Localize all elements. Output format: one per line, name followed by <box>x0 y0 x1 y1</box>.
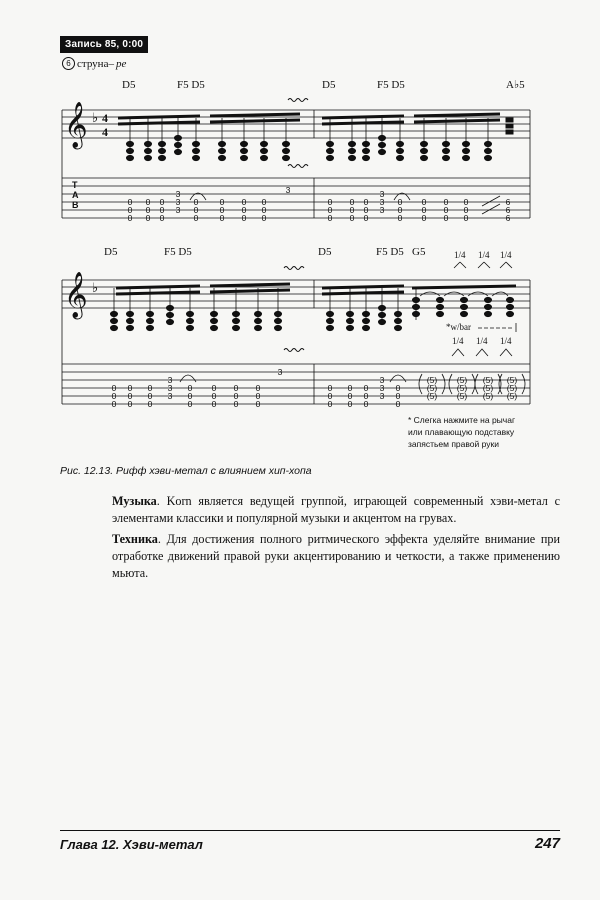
svg-text:0: 0 <box>261 205 267 215</box>
svg-text:(5): (5) <box>456 383 468 393</box>
svg-text:0: 0 <box>211 383 217 393</box>
svg-text:0: 0 <box>233 383 239 393</box>
svg-text:(5): (5) <box>506 383 518 393</box>
treble-clef-icon <box>64 102 88 320</box>
svg-text:0: 0 <box>363 391 369 401</box>
svg-text:0: 0 <box>463 197 469 207</box>
svg-text:(5): (5) <box>426 375 438 385</box>
svg-text:0: 0 <box>349 213 355 223</box>
tab-numbers-system-1 <box>128 185 511 223</box>
svg-text:0: 0 <box>159 213 165 223</box>
svg-text:B: B <box>72 200 79 210</box>
svg-text:(5): (5) <box>426 383 438 393</box>
svg-text:0: 0 <box>111 383 117 393</box>
paragraph-text: . Korn является ведущей группой, играющей современный хэви-метал с элементами классики и популярной музыки и акцентом на грувах. <box>112 494 560 525</box>
chord-name: F5 D5 <box>177 79 205 91</box>
svg-text:0: 0 <box>127 391 133 401</box>
svg-text:0: 0 <box>261 213 267 223</box>
svg-text:0: 0 <box>327 383 333 393</box>
chord-name: F5 D5 <box>377 79 405 91</box>
svg-text:0: 0 <box>463 213 469 223</box>
bend-labels-tab <box>452 336 512 346</box>
svg-text:0: 0 <box>363 213 369 223</box>
paragraph-text: . Для достижения полного ритмического эффекта уделяйте внимание при отработке движений правой руки акцентированию и четкости, а также применению мьюта. <box>112 532 560 580</box>
svg-text:0: 0 <box>395 383 401 393</box>
svg-text:0: 0 <box>127 197 133 207</box>
svg-text:0: 0 <box>363 205 369 215</box>
svg-text:3: 3 <box>167 383 173 393</box>
chord-name: A♭5 <box>506 79 525 91</box>
svg-text:0: 0 <box>395 391 401 401</box>
svg-text:0: 0 <box>241 205 247 215</box>
svg-text:0: 0 <box>443 205 449 215</box>
svg-text:0: 0 <box>111 391 117 401</box>
svg-text:4: 4 <box>102 125 108 139</box>
tab-fret-6 <box>506 197 511 223</box>
svg-text:0: 0 <box>349 205 355 215</box>
svg-text:0: 0 <box>193 205 199 215</box>
svg-text:0: 0 <box>211 391 217 401</box>
bend-label: 1/4 <box>454 250 466 260</box>
svg-text:0: 0 <box>347 391 353 401</box>
footer-divider <box>60 830 560 831</box>
svg-text:0: 0 <box>111 399 117 409</box>
bend-label: 1/4 <box>500 250 512 260</box>
svg-text:3: 3 <box>379 189 385 199</box>
svg-text:0: 0 <box>219 205 225 215</box>
svg-text:3: 3 <box>175 205 181 215</box>
notes-system-2 <box>111 262 517 331</box>
svg-text:0: 0 <box>219 197 225 207</box>
svg-text:0: 0 <box>127 213 133 223</box>
svg-text:0: 0 <box>147 399 153 409</box>
svg-text:A: A <box>72 190 79 200</box>
svg-text:1/4: 1/4 <box>452 336 464 346</box>
svg-text:1/4: 1/4 <box>500 336 512 346</box>
key-signature-flat-icon <box>92 111 98 296</box>
svg-text:𝄞: 𝄞 <box>64 272 88 318</box>
svg-text:0: 0 <box>421 213 427 223</box>
tab-clef <box>72 180 79 210</box>
svg-text:0: 0 <box>233 399 239 409</box>
chord-name: F5 D5 <box>164 246 192 258</box>
svg-text:(5): (5) <box>506 391 518 401</box>
footer-chapter-title: Глава 12. Хэви-метал <box>60 837 203 852</box>
svg-text:0: 0 <box>145 205 151 215</box>
svg-text:0: 0 <box>463 205 469 215</box>
svg-text:3: 3 <box>277 367 283 377</box>
svg-text:(5): (5) <box>456 391 468 401</box>
bend-label: 1/4 <box>478 250 490 260</box>
paragraph-music <box>112 493 560 527</box>
chord-name: G5 <box>412 246 426 258</box>
svg-text:0: 0 <box>327 213 333 223</box>
svg-text:(5): (5) <box>482 391 494 401</box>
svg-text:0: 0 <box>159 205 165 215</box>
svg-text:0: 0 <box>327 197 333 207</box>
svg-text:0: 0 <box>147 391 153 401</box>
svg-text:3: 3 <box>167 391 173 401</box>
svg-text:0: 0 <box>349 197 355 207</box>
svg-text:6: 6 <box>505 197 511 207</box>
page-number: 247 <box>534 835 560 852</box>
svg-text:0: 0 <box>363 197 369 207</box>
svg-text:0: 0 <box>327 399 333 409</box>
svg-text:0: 0 <box>395 399 401 409</box>
svg-text:0: 0 <box>347 399 353 409</box>
svg-text:3: 3 <box>379 391 385 401</box>
time-signature <box>102 111 108 139</box>
svg-text:3: 3 <box>379 205 385 215</box>
svg-text:0: 0 <box>421 205 427 215</box>
footnote: * Слегка нажмите на рычаг или плавающую подставку запястьем правой руки <box>408 415 516 449</box>
svg-text:0: 0 <box>241 197 247 207</box>
svg-text:0: 0 <box>187 399 193 409</box>
paragraph-term: Музыка <box>112 494 157 508</box>
string-label: струна– <box>77 57 114 70</box>
svg-text:0: 0 <box>187 383 193 393</box>
svg-text:3: 3 <box>285 185 291 195</box>
chord-name: D5 <box>122 79 136 91</box>
svg-text:0: 0 <box>397 205 403 215</box>
paragraph-technique <box>112 531 560 582</box>
chord-name: D5 <box>104 246 118 258</box>
svg-text:3: 3 <box>175 189 181 199</box>
svg-text:0: 0 <box>127 383 133 393</box>
svg-text:0: 0 <box>145 213 151 223</box>
svg-text:0: 0 <box>211 399 217 409</box>
svg-text:0: 0 <box>261 197 267 207</box>
svg-text:3: 3 <box>379 375 385 385</box>
svg-text:1/4: 1/4 <box>476 336 488 346</box>
bend-arrows-icon <box>452 349 512 356</box>
svg-text:0: 0 <box>241 213 247 223</box>
string-number-circle: 6 <box>62 57 75 70</box>
svg-text:(5): (5) <box>482 383 494 393</box>
string-tuning: ре <box>115 57 127 70</box>
svg-text:(5): (5) <box>426 391 438 401</box>
paragraph-term: Техника <box>112 532 158 546</box>
svg-text:(5): (5) <box>456 375 468 385</box>
svg-text:0: 0 <box>443 197 449 207</box>
svg-text:♭: ♭ <box>92 111 99 126</box>
svg-text:0: 0 <box>397 213 403 223</box>
svg-text:0: 0 <box>219 213 225 223</box>
svg-text:0: 0 <box>363 399 369 409</box>
svg-text:0: 0 <box>193 213 199 223</box>
whammy-bar-label: *w/bar <box>446 322 471 332</box>
svg-text:0: 0 <box>255 383 261 393</box>
svg-text:3: 3 <box>167 375 173 385</box>
svg-text:3: 3 <box>175 197 181 207</box>
svg-text:0: 0 <box>363 383 369 393</box>
svg-text:0: 0 <box>233 391 239 401</box>
svg-text:0: 0 <box>255 391 261 401</box>
chord-name: F5 D5 <box>376 246 404 258</box>
svg-text:0: 0 <box>145 197 151 207</box>
svg-text:0: 0 <box>443 213 449 223</box>
svg-text:0: 0 <box>327 205 333 215</box>
svg-text:0: 0 <box>397 197 403 207</box>
svg-text:0: 0 <box>127 399 133 409</box>
svg-text:0: 0 <box>255 399 261 409</box>
svg-text:𝄞: 𝄞 <box>64 102 88 148</box>
svg-text:0: 0 <box>327 391 333 401</box>
svg-text:0: 0 <box>147 383 153 393</box>
svg-text:(5): (5) <box>482 375 494 385</box>
svg-text:(5): (5) <box>506 375 518 385</box>
svg-text:♭: ♭ <box>92 281 99 296</box>
chord-name: D5 <box>322 79 336 91</box>
svg-text:0: 0 <box>187 391 193 401</box>
svg-text:3: 3 <box>379 197 385 207</box>
svg-text:T: T <box>72 180 78 190</box>
svg-text:3: 3 <box>379 383 385 393</box>
svg-text:6: 6 <box>505 213 511 223</box>
svg-text:0: 0 <box>421 197 427 207</box>
svg-text:0: 0 <box>159 197 165 207</box>
svg-text:0: 0 <box>193 197 199 207</box>
notes-system-1 <box>118 114 513 161</box>
svg-text:6: 6 <box>505 205 511 215</box>
svg-text:0: 0 <box>127 205 133 215</box>
chord-name: D5 <box>318 246 332 258</box>
figure-caption: Рис. 12.13. Рифф хэви-метал с влиянием хип-хопа <box>60 465 312 477</box>
svg-text:4: 4 <box>102 111 108 125</box>
vibrato-icon <box>284 99 308 352</box>
svg-text:0: 0 <box>347 383 353 393</box>
track-badge: Запись 85, 0:00 <box>60 36 148 53</box>
